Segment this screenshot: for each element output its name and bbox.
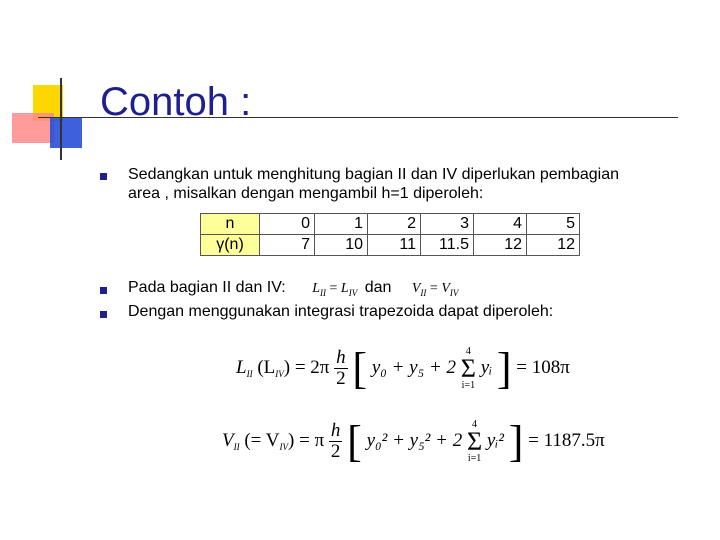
deco-blue-square — [50, 118, 82, 148]
table-header-cell: n — [201, 214, 260, 235]
bullet-2-prefix: Pada bagian II dan IV: — [128, 279, 286, 296]
table-cell: 3 — [421, 214, 474, 235]
slide-title: Contoh : — [100, 80, 252, 124]
bullet-3-text: Dengan menggunakan integrasi trapezoida dapat diperoleh: — [128, 303, 554, 320]
formula-volume: $V_{II}$ (= $V_{IV}) = \pi$ $\frac{h}{2}$ [ y₀² + y₅² + 2 4 Σ i=1 yᵢ² ] = 1187.5π — [222, 417, 605, 466]
table-cell: 11.5 — [421, 235, 474, 256]
gamma-table — [200, 213, 580, 256]
table-cell: 7 — [260, 235, 315, 256]
bullet-marker — [100, 173, 107, 180]
bullet-marker — [100, 287, 107, 294]
connector-text: dan — [364, 279, 392, 296]
table-cell: 4 — [474, 214, 527, 235]
bullet-1-text — [128, 165, 619, 203]
table-cell: 12 — [474, 235, 527, 256]
bullet-1-line-2: area , misalkan dengan mengambil h=1 diperoleh: — [128, 185, 484, 202]
table-cell: 1 — [315, 214, 368, 235]
table-row — [201, 235, 580, 256]
bullet-1-line-1: Sedangkan untuk menghitung bagian II dan IV diperlukan pembagian — [128, 166, 620, 183]
table-cell: 5 — [527, 214, 580, 235]
formula-surface-area: $L_{II}$ $(L_{IV}) = 2\pi$ $\frac{h}{2}$ [ y₀ + y₅ + 2 4 Σ i=1 yᵢ ] = 108π — [236, 344, 570, 393]
table-cell: 10 — [315, 235, 368, 256]
equation-l-equal: $L_{II} = L_{IV}$ — [312, 281, 358, 298]
table-row — [201, 214, 580, 235]
deco-vertical-line — [60, 78, 62, 160]
table-header-cell: γ(n) — [201, 235, 260, 256]
equation-v-equal: $V_{II} = V_{IV}$ — [411, 281, 459, 298]
table-cell: 11 — [368, 235, 421, 256]
table-cell: 12 — [527, 235, 580, 256]
table-cell: 0 — [260, 214, 315, 235]
bullet-marker — [100, 311, 107, 318]
bullet-2-text — [128, 278, 458, 303]
table-cell: 2 — [368, 214, 421, 235]
